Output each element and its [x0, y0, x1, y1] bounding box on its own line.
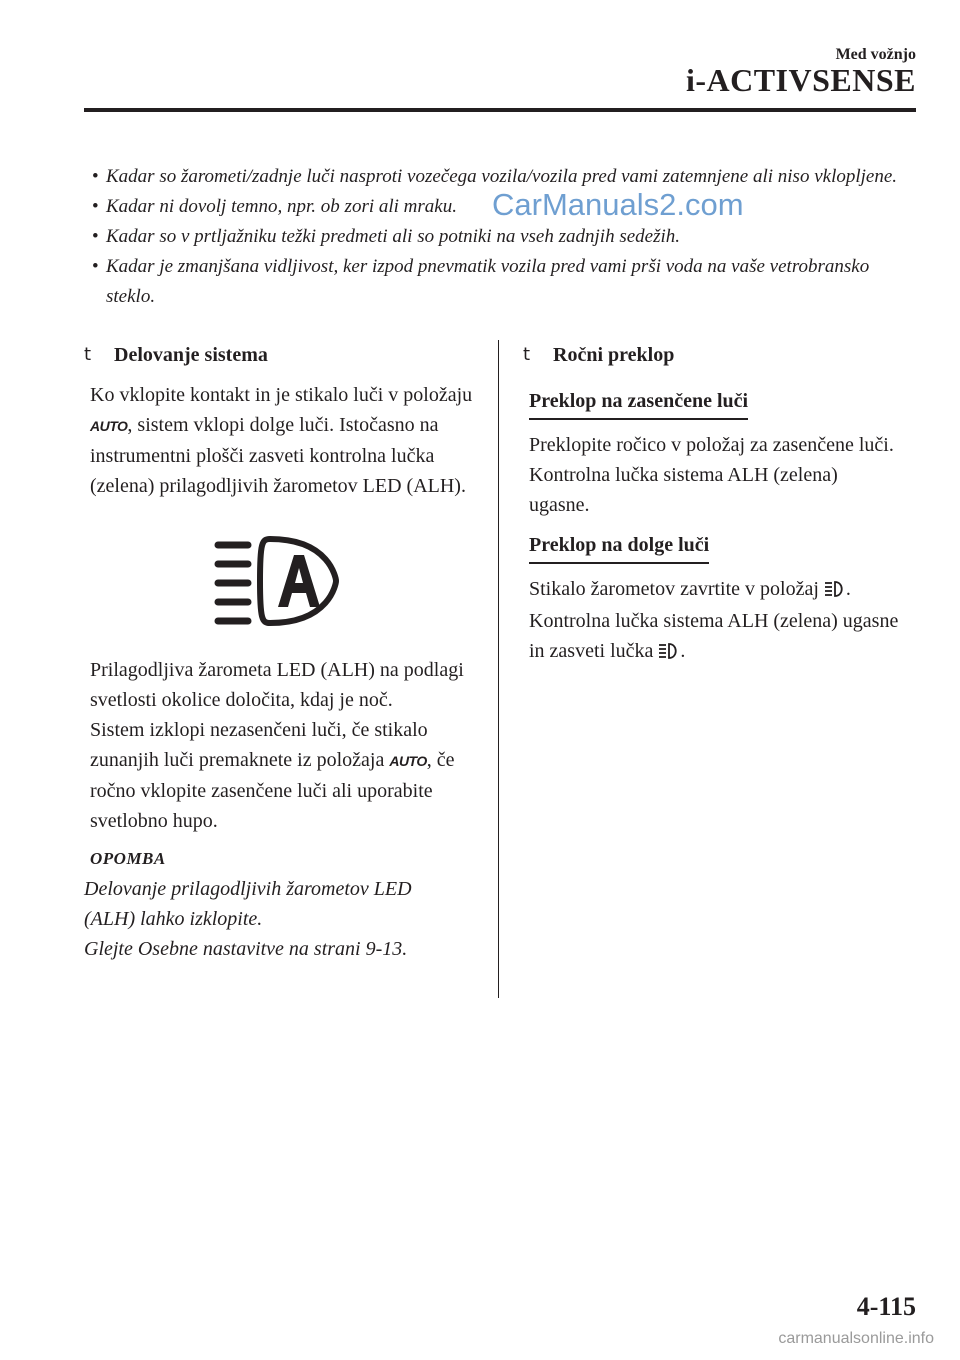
note-line: Glejte Osebne nastavitve na strani 9-13.: [84, 938, 408, 960]
header-rule: [84, 108, 916, 112]
list-item-text: Kadar je zmanjšana vidljivost, ker izpod pnevmatik vozila pred vami prši voda na vaše vetrobransko steklo.: [106, 256, 870, 307]
list-item-text: Kadar so žarometi/zadnje luči nasproti vozečega vozila/vozila pred vami zatemnjene ali niso vklopljene.: [106, 166, 898, 187]
section-heading-system: [84, 340, 476, 370]
paragraph: Preklopite ročico v položaj za zasenčene luči.: [529, 434, 894, 456]
paragraph: [529, 606, 903, 668]
text-run: .: [680, 640, 686, 662]
text-run: , če ročno vklopite zasenčene luči ali uporabite svetlobno hupo.: [90, 749, 455, 832]
bullet-dot: •: [92, 226, 99, 247]
section-heading-manual: [523, 340, 903, 370]
alh-indicator-icon: [212, 531, 342, 641]
list-item: [88, 162, 918, 192]
subheading-low-beam: Preklop na zasenčene luči: [529, 386, 748, 420]
paragraph: Prilagodljiva žarometa LED (ALH) na podlagi svetlosti okolice določita, kdaj je noč.: [90, 659, 464, 711]
list-item-text: Kadar ni dovolj temno, npr. ob zori ali mraku.: [106, 196, 457, 217]
text-run: Kontrolna lučka sistema ALH (zelena) ugasne in zasveti lučka: [529, 610, 899, 662]
header-title: i-ACTIVSENSE: [685, 62, 916, 98]
list-item-text: Kadar so v prtljažniku težki predmeti ali so potniki na vseh zadnjih sedežih.: [106, 226, 680, 247]
condition-list: [88, 162, 918, 312]
auto-icon: AUTO: [389, 753, 427, 769]
page-number: 4-115: [856, 1292, 916, 1321]
section-heading-text: Delovanje sistema: [114, 344, 268, 366]
paragraph: [90, 715, 476, 836]
column-divider: [498, 340, 499, 998]
left-column: [84, 340, 476, 964]
bullet-dot: •: [92, 256, 99, 277]
text-run: Sistem izklopi nezasenčeni luči, če stikalo zunanjih luči premaknete iz položaja: [90, 719, 428, 771]
paragraph: [90, 380, 476, 501]
right-column: [523, 340, 903, 668]
list-item: [88, 222, 918, 252]
text-run: , sistem vklopi dolge luči. Istočasno na instrumentni plošči zasveti kontrolna lučka (zelena) prilagodljivih žarometov LED (ALH).: [90, 414, 466, 497]
note-title: OPOMBA: [90, 849, 166, 868]
list-item: [88, 252, 918, 312]
section-marker: t: [84, 344, 92, 365]
auto-icon: AUTO: [90, 418, 128, 434]
bullet-dot: •: [92, 196, 99, 217]
high-beam-icon: [659, 638, 679, 668]
text-run: .: [845, 578, 851, 600]
text-run: Stikalo žarometov zavrtite v položaj: [529, 578, 824, 600]
header-section-label: Med vožnjo: [835, 46, 916, 63]
paragraph: Kontrolna lučka sistema ALH (zelena) ugasne.: [529, 464, 838, 516]
note-body: [84, 874, 476, 964]
paragraph: [529, 574, 903, 606]
text-run: Ko vklopite kontakt in je stikalo luči v položaju: [90, 384, 473, 406]
bullet-dot: •: [92, 166, 99, 187]
footer-watermark: carmanualsonline.info: [778, 1330, 934, 1347]
section-marker: t: [523, 344, 531, 365]
note-line: (ALH) lahko izklopite.: [84, 908, 263, 930]
watermark: CarManuals2.com: [492, 187, 744, 222]
subheading-high-beam: Preklop na dolge luči: [529, 530, 709, 564]
note-line: Delovanje prilagodljivih žarometov LED: [84, 878, 412, 900]
high-beam-icon: [825, 576, 845, 606]
section-heading-text: Ročni preklop: [553, 344, 675, 366]
list-item: [88, 192, 918, 222]
